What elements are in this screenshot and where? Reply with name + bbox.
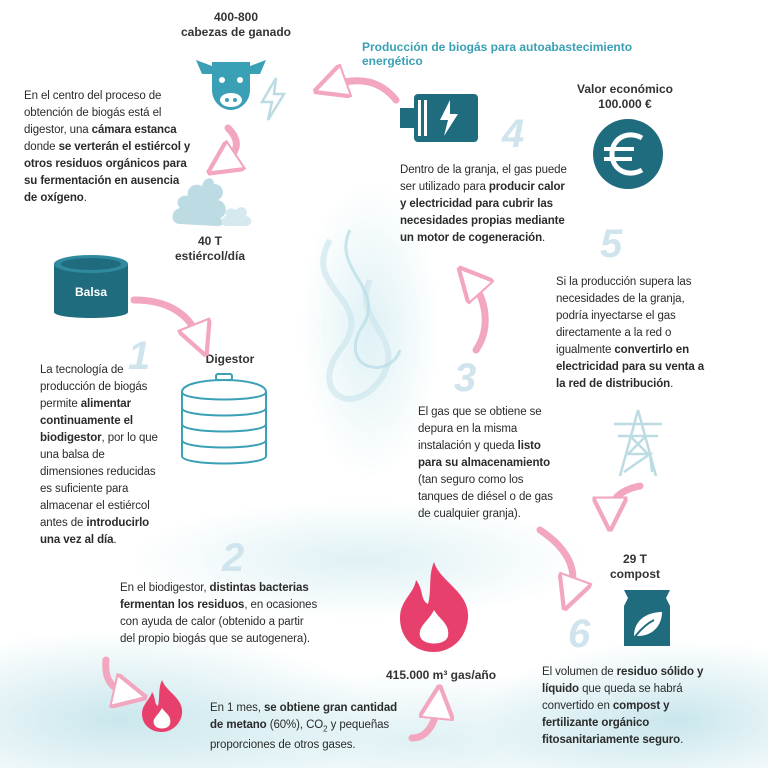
- compost-label: 29 T compost: [609, 552, 660, 581]
- text-segment: que queda se habrá convertido en: [542, 683, 683, 712]
- value-label: Valor económico 100.000 €: [576, 82, 674, 111]
- text-segment: En el biodigestor,: [120, 582, 210, 594]
- text-segment: Dentro de la granja, el gas puede ser utilizado para: [400, 164, 567, 193]
- text-segment: El gas que se obtiene se depura en la misma instalación y queda: [418, 406, 542, 452]
- balsa-label: Balsa: [74, 285, 108, 299]
- gas-label: 415.000 m³ gas/año: [385, 668, 497, 682]
- bold-text: se obtiene gran cantidad de metano: [210, 702, 398, 731]
- text-segment: 2: [323, 724, 328, 734]
- digestor-label: Digestor: [205, 352, 255, 366]
- text-segment: .: [83, 192, 87, 204]
- step-6-number: 6: [568, 612, 591, 656]
- text-segment: En el centro del proceso de obtención de biogás está el digestor, una: [24, 90, 162, 136]
- arrow-cattle-manure: [222, 128, 236, 164]
- text-segment: .: [542, 232, 546, 244]
- arrow-text2-gas: [412, 702, 438, 738]
- arrow-tower-compost: [610, 486, 640, 514]
- step-1-number: 1: [128, 334, 151, 378]
- text-segment: (60%), CO: [266, 719, 324, 731]
- bold-text: listo para su almacenamiento: [418, 440, 551, 469]
- bold-text: distintas bacterias fermentan los residuos: [120, 582, 309, 611]
- text-segment: y pequeñas proporciones de otros gases.: [210, 719, 390, 752]
- text-segment: donde: [24, 141, 59, 153]
- text-segment: El volumen de: [542, 666, 617, 678]
- arrow-step3-compost: [540, 530, 573, 594]
- text-segment: En 1 mes,: [210, 702, 264, 714]
- bold-text: alimentar continuamente el biodigestor: [40, 398, 133, 444]
- bold-text: introducirlo una vez al día: [40, 517, 150, 546]
- cattle-label: 400-800 cabezas de ganado: [180, 10, 292, 39]
- bold-text: residuo sólido y líquido: [542, 666, 704, 695]
- step-3-number: 3: [454, 356, 477, 400]
- text-segment: .: [113, 534, 117, 546]
- page-title: Producción de biogás para autoabastecimiento energético: [362, 40, 633, 68]
- manure-label: 40 T estiércol/día: [174, 234, 246, 263]
- step-5-number: 5: [600, 222, 623, 266]
- arrow-digestor-text2: [106, 660, 130, 694]
- text-segment: (tan seguro como los tanques de diésel o de gas de cualquier granja).: [418, 474, 553, 520]
- step-4-number: 4: [502, 112, 525, 156]
- bold-text: cámara estanca: [91, 124, 177, 136]
- bold-text: producir calor y electricidad para cubrir las necesidades propias mediante un motor de cogeneración: [400, 181, 565, 244]
- text-segment: .: [670, 378, 674, 390]
- arrow-gas-step3: [470, 280, 485, 350]
- text-segment: La tecnología de producción de biogás permite: [40, 364, 148, 410]
- text-segment: .: [680, 734, 684, 746]
- text-segment: , por lo que una balsa de dimensiones reducidas es suficiente para almacenar el estiércol antes de: [40, 432, 158, 529]
- arrow-generator-cattle: [330, 81, 396, 100]
- bold-text: se verterán el estiércol y otros residuos orgánicos para su fermentación en ausencia de oxígeno: [24, 141, 191, 204]
- text-segment: Si la producción supera las necesidades de la granja, podría inyectarse el gas directamente a la red o igualmente: [556, 276, 692, 356]
- bold-text: compost y fertilizante orgánico fitosanitariamente seguro: [542, 700, 681, 746]
- text-segment: , en ocasiones con ayuda de calor (obtenido a partir del propio biogás que se autogenera).: [120, 599, 318, 645]
- arrow-balsa-digestor: [134, 300, 200, 340]
- step-2-number: 2: [222, 536, 245, 580]
- bold-text: convertirlo en electricidad para su venta a la red de distribución: [556, 344, 705, 390]
